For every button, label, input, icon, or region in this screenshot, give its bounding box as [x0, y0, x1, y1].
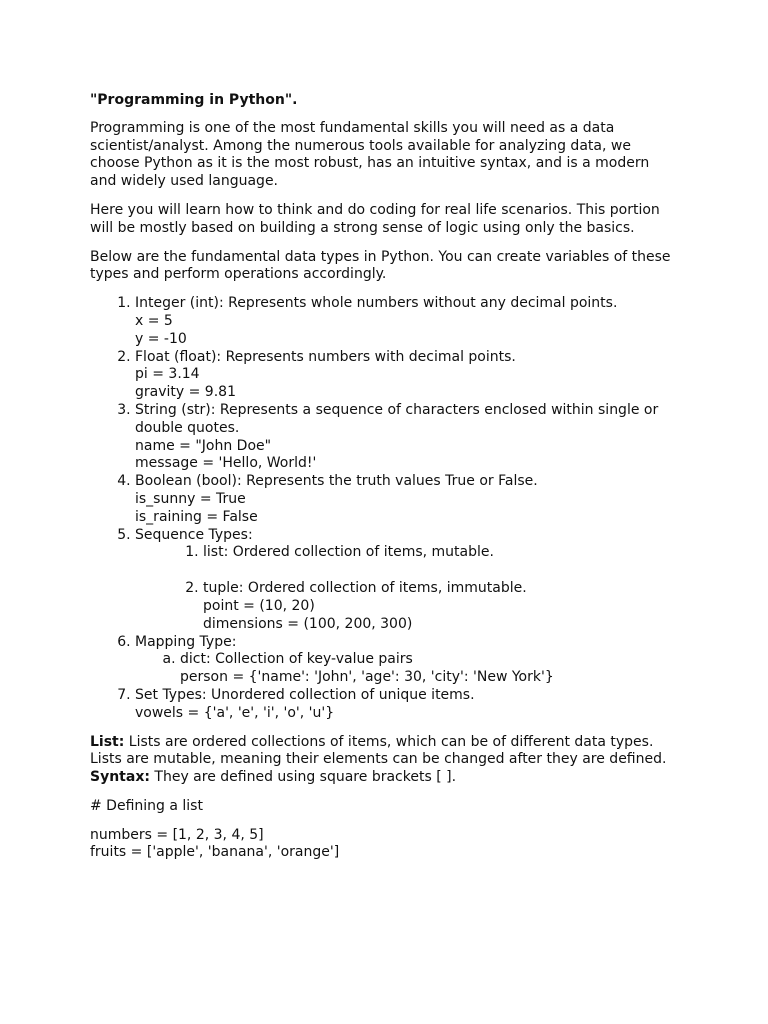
code-example: pi = 3.14 [135, 366, 200, 383]
list-section-paragraph [90, 734, 680, 787]
list-item-float [135, 349, 680, 402]
intro-paragraph: Programming is one of the most fundamental skills you will need as a data scientist/analyst. Among the numerous tools available for analyzing data, we choose Python as it is the most robust, has an intuitive syntax, and is a modern and widely used language. [90, 119, 650, 190]
code-comment: # Defining a list [90, 797, 203, 814]
sequence-types-list [135, 544, 680, 633]
code-example: message = 'Hello, World!' [135, 455, 317, 472]
list-label: List: [90, 733, 125, 750]
list-item-set [135, 687, 680, 723]
document-title: "Programming in Python". [90, 92, 298, 108]
code-example: is_sunny = True [135, 490, 246, 507]
code-example: person = {'name': 'John', 'age': 30, 'city': 'New York'} [180, 669, 554, 686]
type-description: 2. tuple: Ordered collection of items, immutable. [203, 580, 527, 597]
type-description: 5. Sequence Types: [135, 526, 253, 543]
mapping-types-list [135, 651, 680, 687]
code-example: x = 5 [135, 312, 173, 329]
code-example: name = "John Doe" [135, 437, 272, 454]
syntax-description: They are defined using square brackets [ ]. [149, 769, 457, 786]
list-item-mapping [135, 634, 680, 687]
code-line: fruits = ['apple', 'banana', 'orange'] [90, 844, 340, 861]
list-item-str [135, 402, 680, 473]
type-description: 2. Float (float): Represents numbers with decimal points. [135, 348, 516, 365]
intro-paragraph: Here you will learn how to think and do coding for real life scenarios. This portion will be mostly based on building a strong sense of logic using only the basics. [90, 201, 660, 236]
blank-line [203, 562, 680, 580]
type-description: 7. Set Types: Unordered collection of unique items. [135, 686, 475, 703]
document-page [90, 92, 680, 873]
code-example: vowels = {'a', 'e', 'i', 'o', 'u'} [135, 704, 335, 721]
code-line: numbers = [1, 2, 3, 4, 5] [90, 826, 264, 843]
code-example: is_raining = False [135, 508, 258, 525]
type-description: 3. String (str): Represents a sequence of characters enclosed within single or double quotes. [135, 401, 659, 436]
list-item-dict-type [180, 651, 680, 687]
list-item-bool [135, 473, 680, 526]
code-block [90, 827, 680, 863]
list-item-int [135, 295, 680, 348]
type-description: 1. Integer (int): Represents whole numbers without any decimal points. [135, 295, 618, 312]
syntax-label: Syntax: [90, 769, 150, 786]
list-item-sequence [135, 527, 680, 634]
code-example: dimensions = (100, 200, 300) [203, 615, 413, 632]
intro-paragraph: Below are the fundamental data types in Python. You can create variables of these types and perform operations accordingly. [90, 248, 671, 283]
list-description: Lists are ordered collections of items, which can be of different data types. Lists are mutable, meaning their elements can be changed after they are defined. [90, 733, 667, 768]
code-example: y = -10 [135, 330, 187, 347]
type-description: 6. Mapping Type: [135, 633, 237, 650]
list-item-tuple-type [203, 580, 680, 633]
type-description: 1. list: Ordered collection of items, mutable. [203, 544, 494, 561]
code-example: gravity = 9.81 [135, 384, 236, 401]
type-description: 4. Boolean (bool): Represents the truth values True or False. [135, 473, 538, 490]
type-description: a. dict: Collection of key-value pairs [180, 651, 413, 668]
code-example: point = (10, 20) [203, 597, 315, 614]
data-types-list [90, 295, 680, 722]
list-item-list-type [203, 544, 680, 580]
